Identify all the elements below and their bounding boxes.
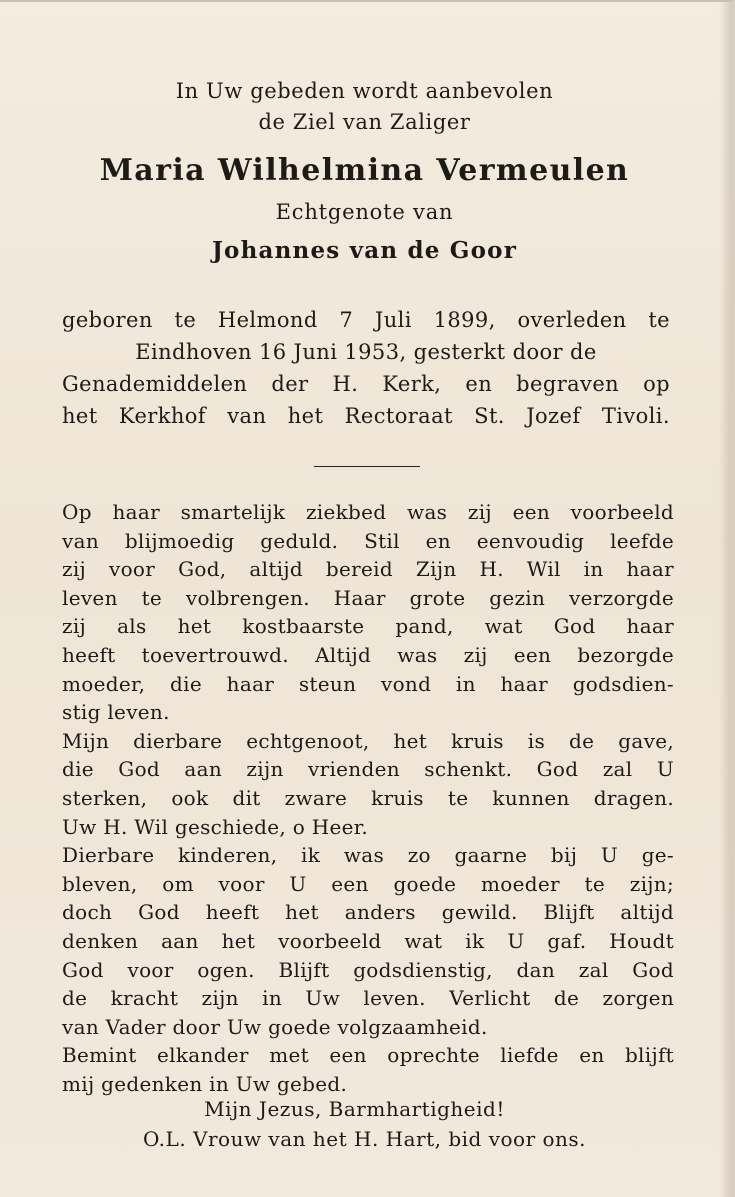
bio-line: het Kerkhof van het Rectoraat St. Jozef Tivoli. (62, 404, 670, 428)
closing-intercession: O.L. Vrouw van het H. Hart, bid voor ons. (142, 1127, 587, 1151)
text-line: sterken, ook dit zware kruis te kunnen dragen. (62, 785, 674, 810)
text-line: Dierbare kinderen, ik was zo gaarne bij U ge- (62, 843, 674, 868)
text-line: bleven, om voor U een goede moeder te zijn; (62, 871, 674, 896)
divider-rule (314, 466, 420, 467)
bio-line: Eindhoven 16 Juni 1953, gesterkt door de (135, 340, 597, 364)
text-line: Bemint elkander met een oprechte liefde en blijft (62, 1043, 674, 1068)
text-line: zij als het kostbaarste pand, wat God haar (62, 614, 674, 639)
text-line: God voor ogen. Blijft godsdienstig, dan zal God (62, 957, 674, 982)
text-line: Mijn dierbare echtgenoot, het kruis is de gave, (62, 728, 674, 753)
text-line: de kracht zijn in Uw leven. Verlicht de zorgen (62, 986, 674, 1011)
text-line: Op haar smartelijk ziekbed was zij een voorbeeld (62, 500, 674, 524)
text-line: doch God heeft het anders gewild. Blijft altijd (62, 900, 674, 925)
bio-line: geboren te Helmond 7 Juli 1899, overleden te (62, 308, 670, 332)
text-line: zij voor God, altijd bereid Zijn H. Wil in haar (62, 557, 674, 582)
text-line: moeder, die haar steun vond in haar godsdien- (62, 671, 674, 696)
spouse-relation: Echtgenote van (275, 200, 454, 224)
deceased-name: Maria Wilhelmina Vermeulen (99, 153, 630, 188)
text-line: die God aan zijn vrienden schenkt. God zal U (62, 757, 674, 782)
closing-prayer (0, 1094, 729, 1154)
bio-line: Genademiddelen der H. Kerk, en begraven op (62, 372, 670, 396)
text-line: denken aan het voorbeeld wat ik U gaf. Houdt (62, 928, 674, 953)
text-line: heeft toevertrouwd. Altijd was zij een bezorgde (62, 642, 674, 667)
text-line: leven te volbrengen. Haar grote gezin verzorgde (62, 585, 674, 610)
closing-invocation: Mijn Jezus, Barmhartigheid! (204, 1097, 505, 1121)
soul-of-line: de Ziel van Zaliger (258, 110, 471, 134)
memorial-text (62, 498, 674, 1098)
prayer-request-line: In Uw gebeden wordt aanbevolen (175, 79, 554, 103)
text-line: van Vader door Uw goede volgzaamheid. (62, 1014, 488, 1039)
spouse-name: Johannes van de Goor (211, 237, 518, 264)
card-header (0, 76, 729, 268)
biography-paragraph (62, 304, 670, 432)
text-line: van blijmoedig geduld. Stil en eenvoudig leefde (62, 528, 674, 553)
text-line: mij gedenken in Uw gebed. (62, 1071, 348, 1096)
text-line: Uw H. Wil geschiede, o Heer. (62, 814, 369, 839)
text-line: stig leven. (62, 700, 170, 725)
